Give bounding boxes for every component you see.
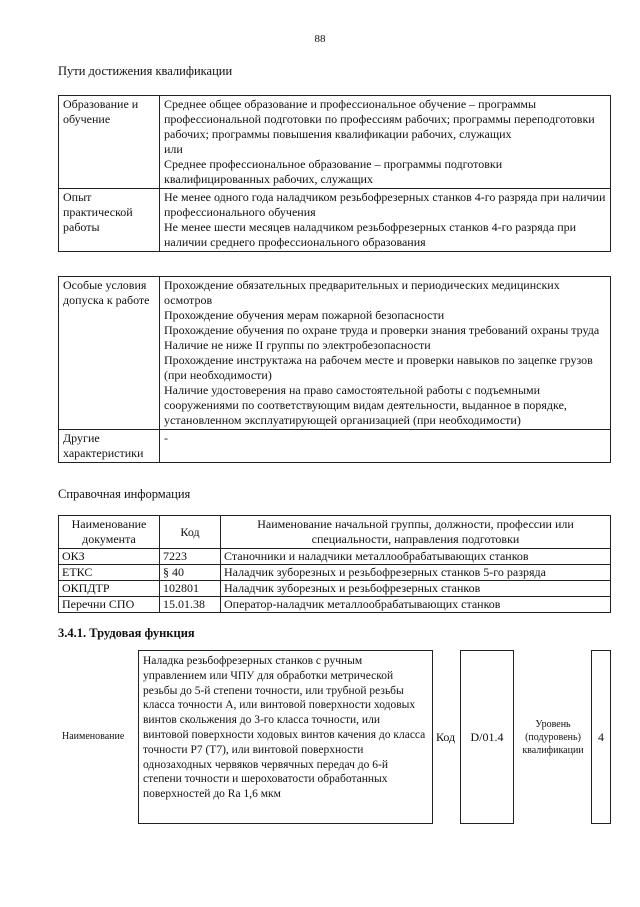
row-line: Прохождение обучения мерам пожарной безопасности [164, 308, 445, 322]
row-line: Наличие не ниже II группы по электробезопасности [164, 338, 431, 352]
table-header-row [59, 516, 611, 549]
row-label: Опыт практической работы [59, 189, 160, 252]
row-line: Прохождение обязательных предварительных и периодических медицинских осмотров [164, 278, 560, 307]
table-cell: § 40 [160, 565, 221, 581]
labor-function-title: 3.4.1. Трудовая функция [58, 626, 195, 640]
table-row [59, 597, 611, 613]
column-header: Код [160, 516, 221, 549]
table-row [59, 96, 611, 189]
level-value: 4 [591, 650, 611, 824]
column-header: Наименование документа [59, 516, 160, 549]
row-label: Другие характеристики [59, 430, 160, 463]
table-cell: Станочники и наладчики металлообрабатывающих станков [221, 549, 611, 565]
table-row [59, 189, 611, 252]
reference-heading: Справочная информация [58, 487, 191, 501]
name-label: Наименование [62, 731, 125, 742]
table-cell: 102801 [160, 581, 221, 597]
row-content [160, 189, 611, 252]
table-row [59, 277, 611, 430]
table-row [59, 549, 611, 565]
row-line: Не менее шести месяцев наладчиком резьбофрезерных станков 4-го разряда при наличии среднего профессионального образования [164, 220, 577, 249]
row-line: Прохождение обучения по охране труда и проверки знания требований охраны труда [164, 323, 600, 337]
table-cell: 15.01.38 [160, 597, 221, 613]
row-line: Не менее одного года наладчиком резьбофрезерных станков 4-го разряда при наличии профессионального обучения [164, 190, 606, 219]
table-cell: Наладчик зуборезных и резьбофрезерных станков 5-го разряда [221, 565, 611, 581]
code-value: D/01.4 [460, 650, 514, 824]
level-label: Уровень (подуровень) квалификации [522, 719, 584, 756]
row-label: Образование и обучение [59, 96, 160, 189]
table-row [59, 565, 611, 581]
table-cell: Перечни СПО [59, 597, 160, 613]
row-line: - [164, 431, 168, 445]
row-line: Наличие удостоверения на право самостоятельной работы с подъемными сооружениями по соответствующим видам деятельности, выданное в порядке, установленном эксплуатирующей организацией (при необходимости) [164, 383, 567, 427]
page-number: 88 [314, 33, 326, 45]
row-content [160, 96, 611, 189]
row-line: или [164, 142, 183, 156]
labor-function-block [58, 650, 613, 822]
table-row [59, 430, 611, 463]
row-line: Среднее профессиональное образование – программы подготовки квалифицированных рабочих, служащих [164, 157, 503, 186]
row-line: Среднее общее образование и профессиональное обучение – программы профессиональной подготовки по профессиям рабочих; программы переподготовки рабочих; программы повышения квалификации рабочих, служащих [164, 97, 595, 141]
qualification-paths-table [58, 95, 611, 252]
table-cell: 7223 [160, 549, 221, 565]
row-content [160, 277, 611, 430]
conditions-table [58, 276, 611, 463]
table-cell: ОКПДТР [59, 581, 160, 597]
qualification-paths-heading: Пути достижения квалификации [58, 64, 233, 78]
table-cell: ЕТКС [59, 565, 160, 581]
table-cell: Наладчик зуборезных и резьбофрезерных станков [221, 581, 611, 597]
reference-table [58, 515, 611, 613]
row-content [160, 430, 611, 463]
table-cell: Оператор-наладчик металлообрабатывающих станков [221, 597, 611, 613]
row-label: Особые условия допуска к работе [59, 277, 160, 430]
table-row [59, 581, 611, 597]
function-name-value: Наладка резьбофрезерных станков с ручным управлением или ЧПУ для обработки метрической резьбы до 5-й степени точности, или трубной резьбы класса точности А, или винтовой поверхности ходовых винтов скольжения до 3-го класса точности, или винтовой поверхности ходовых винтов качения до класса точности Р7 (Т7), или винтовой поверхности однозаходных червяков червячных передач до 6-й степени точности и шероховатости обработанных поверхностей до Ra 1,6 мкм [138, 650, 433, 824]
row-line: Прохождение инструктажа на рабочем месте и проверки навыков по зацепке грузов (при необходимости) [164, 353, 593, 382]
code-label: Код [436, 730, 456, 744]
table-cell: ОКЗ [59, 549, 160, 565]
column-header: Наименование начальной группы, должности, профессии или специальности, направления подготовки [221, 516, 611, 549]
